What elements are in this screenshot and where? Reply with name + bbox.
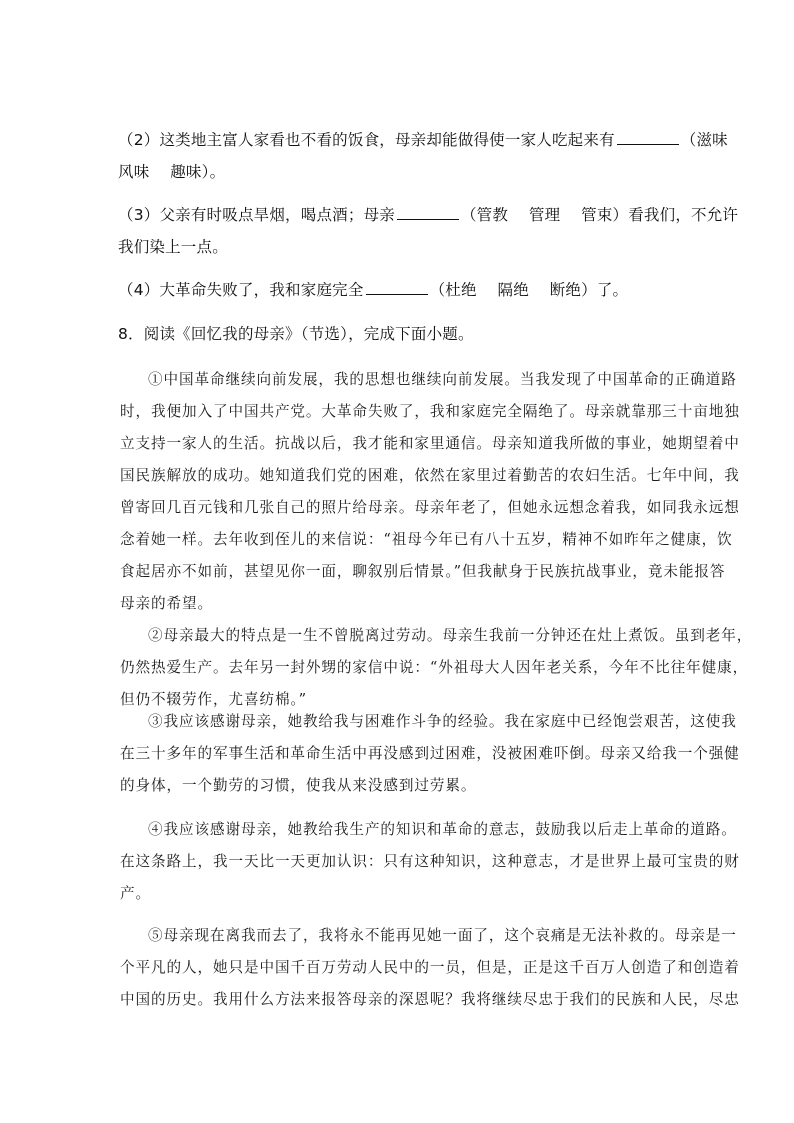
- passage-line: ③我应该感谢母亲，她教给我与困难作斗争的经验。我在家庭中已经饱尝艰苦，这使我: [148, 713, 737, 730]
- passage-line: ②母亲最大的特点是一生不曾脱离过劳动。母亲生我前一分钟还在灶上煮饭。虽到老年，: [148, 627, 753, 644]
- passage-line: 母亲的希望。: [120, 595, 213, 612]
- question-4-line: [118, 274, 678, 306]
- passage-line: ④我应该感谢母亲，她教给我生产的知识和革命的意志，鼓励我以后走上革命的道路。: [148, 821, 737, 838]
- question-3-text-cont: 我们染上一点。: [118, 238, 228, 256]
- passage-line: 食起居亦不如前，甚望见你一面，聊叙别后情景。”但我献身于民族抗战事业，竟未能报答: [120, 563, 726, 580]
- passage-line: 的身体，一个勤劳的习惯，使我从来没感到过劳累。: [120, 777, 477, 794]
- passage-line: 但仍不辍劳作，尤喜纺棉。”: [120, 691, 307, 708]
- passage-line: ①中国革命继续向前发展，我的思想也继续向前发展。当我发现了中国革命的正确道路: [148, 371, 737, 388]
- question-2-line-2: [118, 156, 678, 188]
- question-3-line-1: [118, 199, 739, 231]
- passage-line: 仍然热爱生产。去年另一封外甥的家信中说：“外祖母大人因年老关系，今年不比往年健康，: [120, 659, 749, 676]
- passage-paragraph-5: [120, 920, 740, 1016]
- passage-line: 个平凡的人，她只是中国千百万劳动人民中的一员，但是，正是这千百万人创造了和创造着: [120, 959, 740, 976]
- passage-line: 在三十多年的军事生活和革命生活中再没感到过困难，没被困难吓倒。母亲又给我一个强健: [120, 745, 740, 762]
- answer-blank: [397, 205, 459, 220]
- passage-line: 曾寄回几百元钱和几张自己的照片给母亲。母亲年老了，但她永远想念着我，如同我永远想: [120, 499, 740, 516]
- passage-line: 立支持一家人的生活。抗战以后，我才能和家里通信。母亲知道我所做的事业，她期望着中: [120, 435, 740, 452]
- answer-blank: [366, 280, 428, 295]
- question-2-options: （滋味: [680, 131, 728, 149]
- question-8-text: 8．阅读《回忆我的母亲》（节选），完成下面小题。: [118, 325, 474, 343]
- question-2-text: （2）这类地主富人家看也不看的饭食，母亲却能做得使一家人吃起来有: [118, 131, 615, 149]
- passage-line: 产。: [120, 885, 151, 902]
- passage-line: ⑤母亲现在离我而去了，我将永不能再见她一面了，这个哀痛是无法补救的。母亲是一: [148, 927, 737, 944]
- answer-blank: [617, 130, 679, 145]
- passage-line: 时，我便加入了中国共产党。大革命失败了，我和家庭完全隔绝了。母亲就靠那三十亩地独: [120, 403, 740, 420]
- question-2-line-1: [118, 124, 728, 156]
- passage-paragraph-2: [120, 620, 753, 716]
- question-3-line-2: [118, 231, 678, 263]
- passage-line: 念着她一样。去年收到侄儿的来信说：“祖母今年已有八十五岁，精神不如昨年之健康，饮: [120, 531, 733, 548]
- passage-paragraph-4: [120, 814, 740, 910]
- passage-paragraph-3: [120, 706, 740, 802]
- passage-line: 国民族解放的成功。她知道我们党的困难，依然在家里过着勤苦的农妇生活。七年中间，我: [120, 467, 740, 484]
- question-4-text: （4）大革命失败了，我和家庭完全: [118, 281, 364, 299]
- passage-line: 中国的历史。我用什么方法来报答母亲的深恩呢？我将继续尽忠于我们的民族和人民，尽忠: [120, 991, 740, 1008]
- passage-paragraph-1: [120, 364, 740, 620]
- question-3-options: （管教 管理 管束）看我们，不允许: [460, 206, 739, 224]
- passage-line: 在这条路上，我一天比一天更加认识：只有这种知识，这种意志，才是世界上最可宝贵的财: [120, 853, 740, 870]
- question-2-options-cont: 风味 趣味）。: [118, 163, 226, 181]
- question-3-text: （3）父亲有时吸点旱烟，喝点酒；母亲: [118, 206, 395, 224]
- question-4-options: （杜绝 隔绝 断绝）了。: [429, 281, 629, 299]
- question-8-heading: [118, 318, 678, 350]
